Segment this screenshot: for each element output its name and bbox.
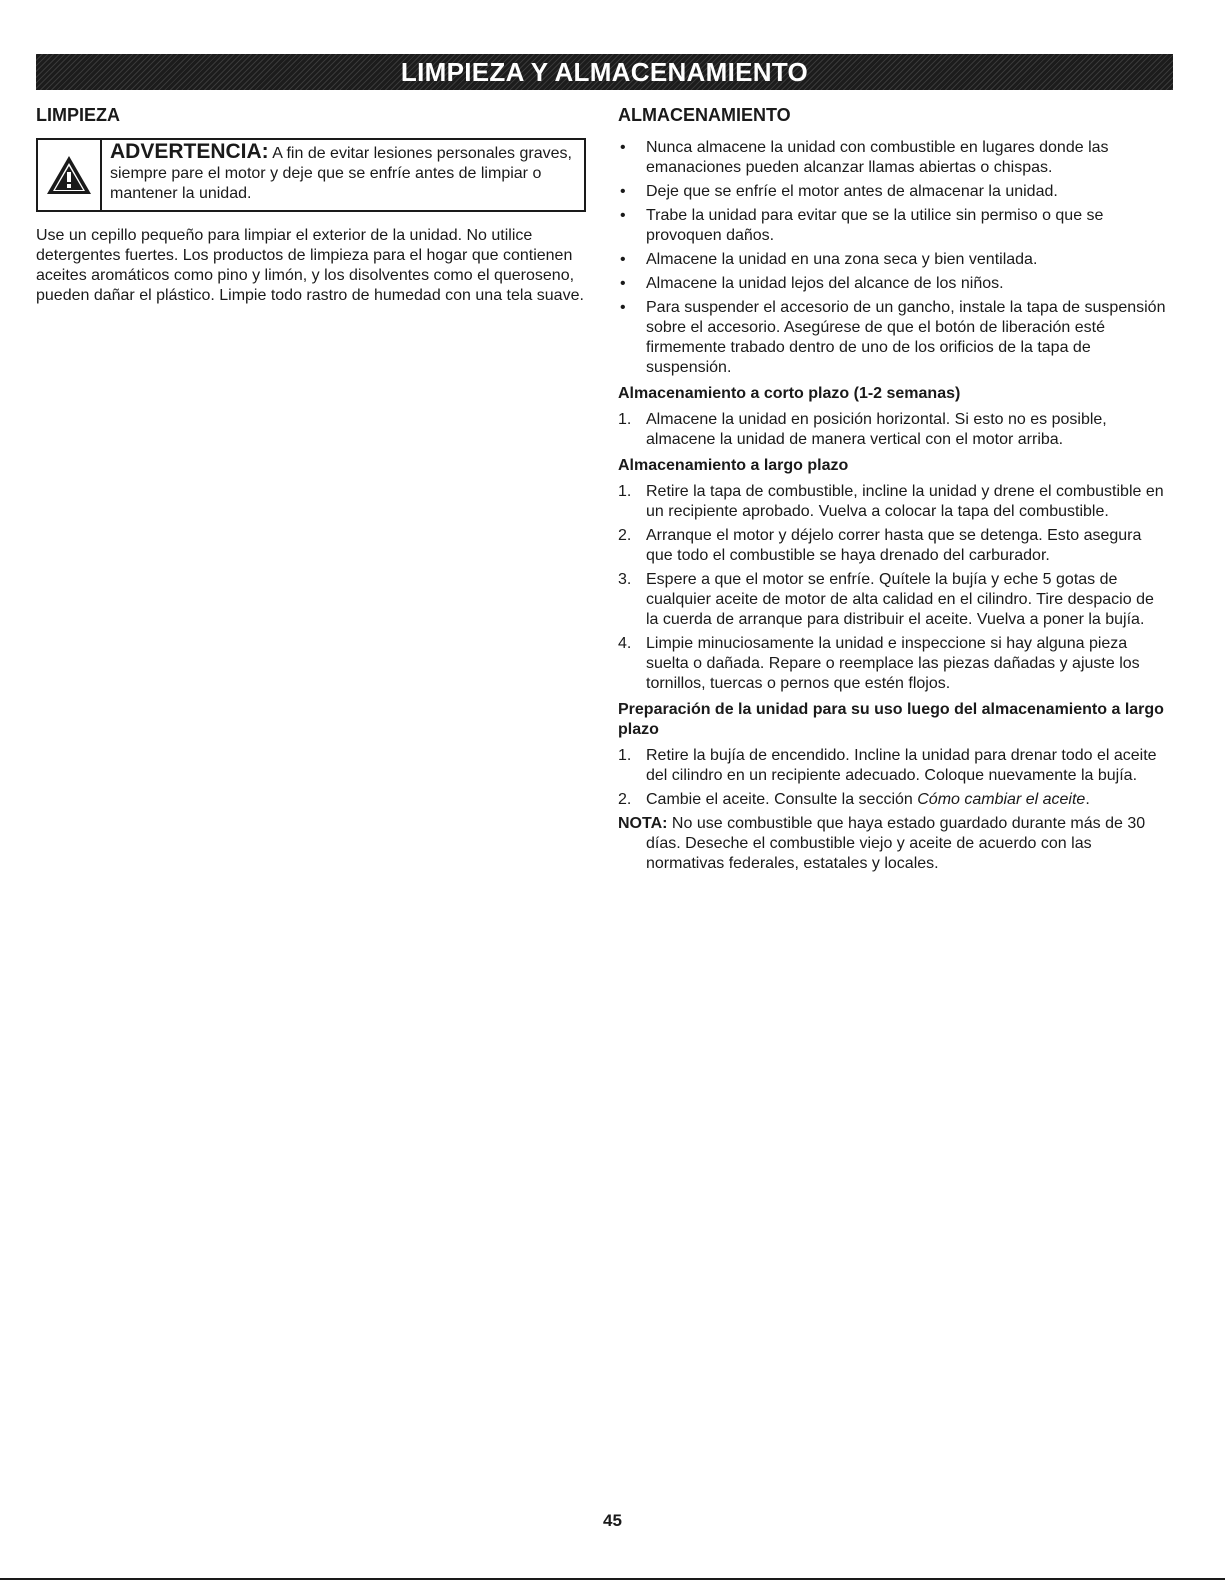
storage-column (618, 104, 1168, 874)
list-item-text: Trabe la unidad para evitar que se la utilice sin permiso o que se provoquen daños. (646, 207, 1104, 244)
list-item-text: Almacene la unidad en posición horizontal. Si esto no es posible, almacene la unidad de manera vertical con el motor arriba. (646, 411, 1107, 448)
warning-box (36, 138, 586, 212)
note-label: NOTA: (618, 815, 668, 832)
bullet-dot-icon: • (620, 183, 626, 200)
cleaning-column (36, 104, 586, 306)
storage-note (618, 814, 1168, 874)
storage-bullet-list (618, 138, 1168, 378)
list-item (618, 482, 1168, 522)
cleaning-paragraph: Use un cepillo pequeño para limpiar el exterior de la unidad. No utilice detergentes fuertes. Los productos de limpieza para el hogar que contienen aceites aromáticos como pino y limón, y los disolventes como el queroseno, pueden dañar el plástico. Limpie todo rastro de humedad con una tela suave. (36, 227, 584, 304)
list-item (618, 182, 1168, 202)
warning-triangle-icon (38, 140, 102, 210)
step-number: 1. (618, 411, 632, 428)
long-term-steps (618, 482, 1168, 694)
warning-label: ADVERTENCIA: (110, 140, 269, 163)
list-item (618, 138, 1168, 178)
step-number: 1. (618, 747, 632, 764)
section-reference: Cómo cambiar el aceite (917, 791, 1086, 808)
list-item-text: Nunca almacene la unidad con combustible en lugares donde las emanaciones pueden alcanzar llamas abiertas o chispas. (646, 139, 1109, 176)
banner-title: LIMPIEZA Y ALMACENAMIENTO (400, 56, 809, 87)
list-item-text: Almacene la unidad lejos del alcance de los niños. (646, 275, 1004, 292)
bullet-dot-icon: • (620, 251, 626, 268)
step-number: 1. (618, 483, 632, 500)
list-item-end: . (1085, 791, 1090, 808)
list-item (618, 274, 1168, 294)
bullet-dot-icon: • (620, 139, 626, 156)
list-item (618, 570, 1168, 630)
list-item (618, 298, 1168, 378)
list-item (618, 634, 1168, 694)
list-item (618, 746, 1168, 786)
cleaning-heading: LIMPIEZA (36, 105, 120, 125)
warning-message: A fin de evitar lesiones personales graves, siempre pare el motor y deje que se enfríe antes de limpiar o mantener la unidad. (110, 145, 572, 202)
step-number: 2. (618, 791, 632, 808)
list-item-text: Deje que se enfríe el motor antes de almacenar la unidad. (646, 183, 1058, 200)
bottom-divider (0, 1578, 1225, 1580)
list-item-text: Para suspender el accesorio de un gancho, instale la tapa de suspensión sobre el accesorio. Asegúrese de que el botón de liberación esté firmemente trabado dentro de uno de los orificios de la tapa de suspensión. (646, 299, 1166, 376)
list-item-text: Limpie minuciosamente la unidad e inspeccione si hay alguna pieza suelta o dañada. Repare o reemplace las piezas dañadas y ajuste los tornillos, tuercas o pernos que estén flojos. (646, 635, 1140, 692)
list-item-text: Cambie el aceite. Consulte la sección (646, 791, 918, 808)
short-term-steps (618, 410, 1168, 450)
warning-text (102, 140, 584, 210)
long-term-heading: Almacenamiento a largo plazo (618, 457, 849, 474)
step-number: 2. (618, 527, 632, 544)
list-item (618, 206, 1168, 246)
step-number: 4. (618, 635, 632, 652)
short-term-heading: Almacenamiento a corto plazo (1-2 semanas) (618, 385, 961, 402)
list-item-text: Retire la bujía de encendido. Incline la unidad para drenar todo el aceite del cilindro en un recipiente adecuado. Coloque nuevamente la bujía. (646, 747, 1157, 784)
list-item-text: Espere a que el motor se enfríe. Quítele la bujía y eche 5 gotas de cualquier aceite de motor de alta calidad en el cilindro. Tire despacio de la cuerda de arranque para distribuir el aceite. Vuelva a poner la bujía. (646, 571, 1154, 628)
list-item (618, 526, 1168, 566)
list-item (618, 250, 1168, 270)
list-item-text: Arranque el motor y déjelo correr hasta que se detenga. Esto asegura que todo el combustible se haya drenado del carburador. (646, 527, 1142, 564)
list-item (618, 410, 1168, 450)
bullet-dot-icon: • (620, 275, 626, 292)
list-item-text: Retire la tapa de combustible, incline la unidad y drene el combustible en un recipiente aprobado. Vuelva a colocar la tapa del combustible. (646, 483, 1164, 520)
bullet-dot-icon: • (620, 299, 626, 316)
preparation-steps (618, 746, 1168, 810)
step-number: 3. (618, 571, 632, 588)
bullet-dot-icon: • (620, 207, 626, 224)
preparation-heading: Preparación de la unidad para su uso luego del almacenamiento a largo plazo (618, 701, 1164, 738)
list-item (618, 790, 1168, 810)
storage-heading: ALMACENAMIENTO (618, 105, 791, 125)
page-number: 45 (603, 1511, 622, 1530)
section-banner (36, 54, 1173, 90)
note-text: No use combustible que haya estado guardado durante más de 30 días. Deseche el combustible viejo y aceite de acuerdo con las normativas federales, estatales y locales. (646, 815, 1146, 872)
list-item-text: Almacene la unidad en una zona seca y bien ventilada. (646, 251, 1038, 268)
